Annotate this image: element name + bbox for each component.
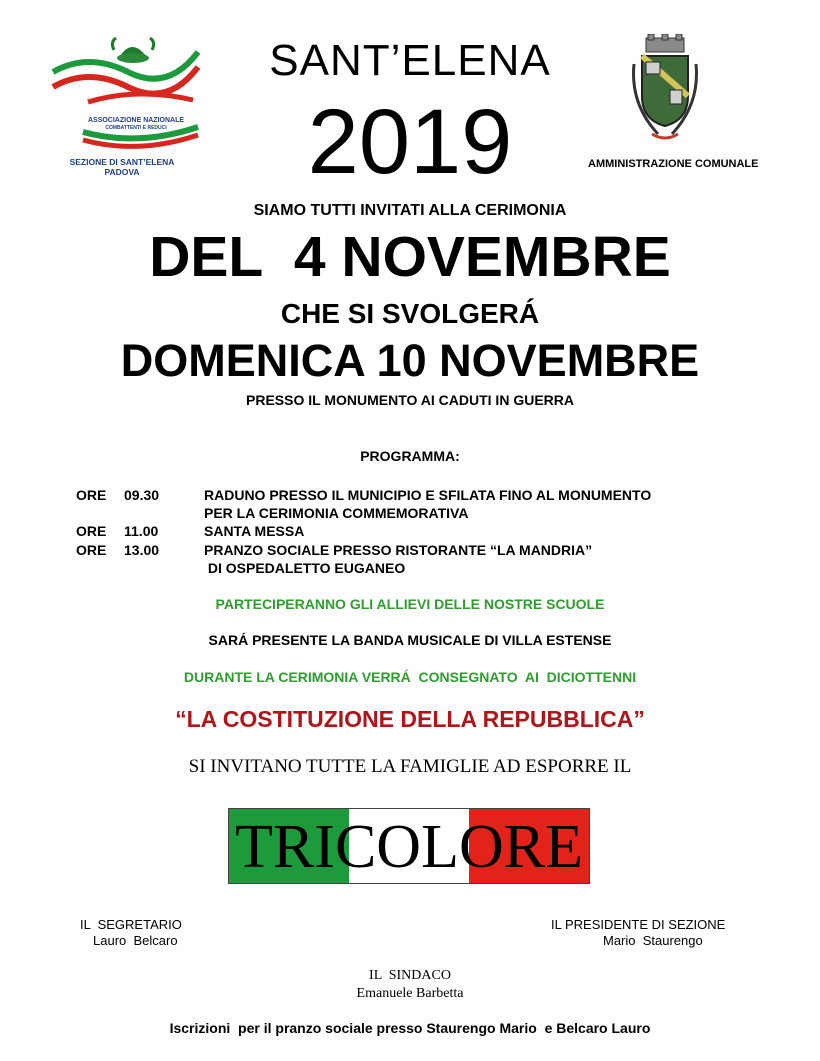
secretary-name: Lauro Belcaro xyxy=(93,933,178,948)
logo-text-line4: PADOVA xyxy=(104,167,140,177)
tricolore-part-2: COL xyxy=(334,813,459,881)
constitution-title: “LA COSTITUZIONE DELLA REPUBBLICA” xyxy=(175,706,645,732)
program-item-desc: DI OSPEDALETTO EUGANEO xyxy=(204,560,406,576)
program-item-continuation xyxy=(0,559,820,577)
registration-footer: Iscrizioni per il pranzo sociale presso Staurengo Mario e Belcaro Lauro xyxy=(169,1020,651,1036)
program-item-desc: PER LA CERIMONIA COMMEMORATIVA xyxy=(204,505,469,521)
band-note: SARÁ PRESENTE LA BANDA MUSICALE DI VILLA ESTENSE xyxy=(208,632,612,648)
mayor-name: Emanuele Barbetta xyxy=(356,986,464,1001)
secretary-title: IL SEGRETARIO xyxy=(80,917,182,932)
held-line: CHE SI SVOLGERÁ xyxy=(280,298,540,329)
delivery-note: DURANTE LA CERIMONIA VERRÁ CONSEGNATO AI DICIOTTENNI xyxy=(183,669,637,685)
administration-caption: AMMINISTRAZIONE COMUNALE xyxy=(588,158,759,170)
program-heading: PROGRAMMA: xyxy=(360,448,460,464)
invite-line: SIAMO TUTTI INVITATI ALLA CERIMONIA xyxy=(253,202,567,219)
event-place: PRESSO IL MONUMENTO AI CADUTI IN GUERRA xyxy=(246,392,574,408)
year-title: 2019 xyxy=(307,91,513,193)
event-date: DOMENICA 10 NOVEMBRE xyxy=(120,335,700,386)
program-item-continuation xyxy=(0,504,820,522)
tricolore-part-3: ORE xyxy=(458,813,583,881)
families-invite: SI INVITANO TUTTE LA FAMIGLIE AD ESPORRE IL xyxy=(188,756,632,777)
program-item xyxy=(0,522,820,540)
program-item xyxy=(0,541,820,559)
tricolore-part-1: TRI xyxy=(235,813,335,881)
logo-text-line1: ASSOCIAZIONE NAZIONALE xyxy=(87,117,185,124)
logo-text-line3: SEZIONE DI SANT’ELENA xyxy=(69,157,175,167)
program-item-time: 13.00 xyxy=(124,542,160,558)
tricolore-word xyxy=(228,808,590,884)
program-item-label: ORE xyxy=(76,523,107,539)
event-heading: DEL 4 NOVEMBRE xyxy=(149,225,671,289)
president-title: IL PRESIDENTE DI SEZIONE xyxy=(551,917,726,932)
mayor-title: IL SINDACO xyxy=(369,968,451,983)
town-title: SANT’ELENA xyxy=(269,36,551,85)
program-item-time: 09.30 xyxy=(124,487,160,503)
students-note: PARTECIPERANNO GLI ALLIEVI DELLE NOSTRE SCUOLE xyxy=(215,596,605,612)
program-item xyxy=(0,486,820,504)
program-item-time: 11.00 xyxy=(124,523,159,539)
program-item-desc: SANTA MESSA xyxy=(204,523,305,539)
president-name: Mario Staurengo xyxy=(603,933,703,948)
logo-text-line2: COMBATTENTI E REDUCI xyxy=(105,125,167,131)
program-item-label: ORE xyxy=(76,487,107,503)
program-item-desc: RADUNO PRESSO IL MUNICIPIO E SFILATA FINO AL MONUMENTO xyxy=(204,487,652,503)
program-item-desc: PRANZO SOCIALE PRESSO RISTORANTE “LA MANDRIA” xyxy=(204,542,593,558)
program-item-label: ORE xyxy=(76,542,107,558)
